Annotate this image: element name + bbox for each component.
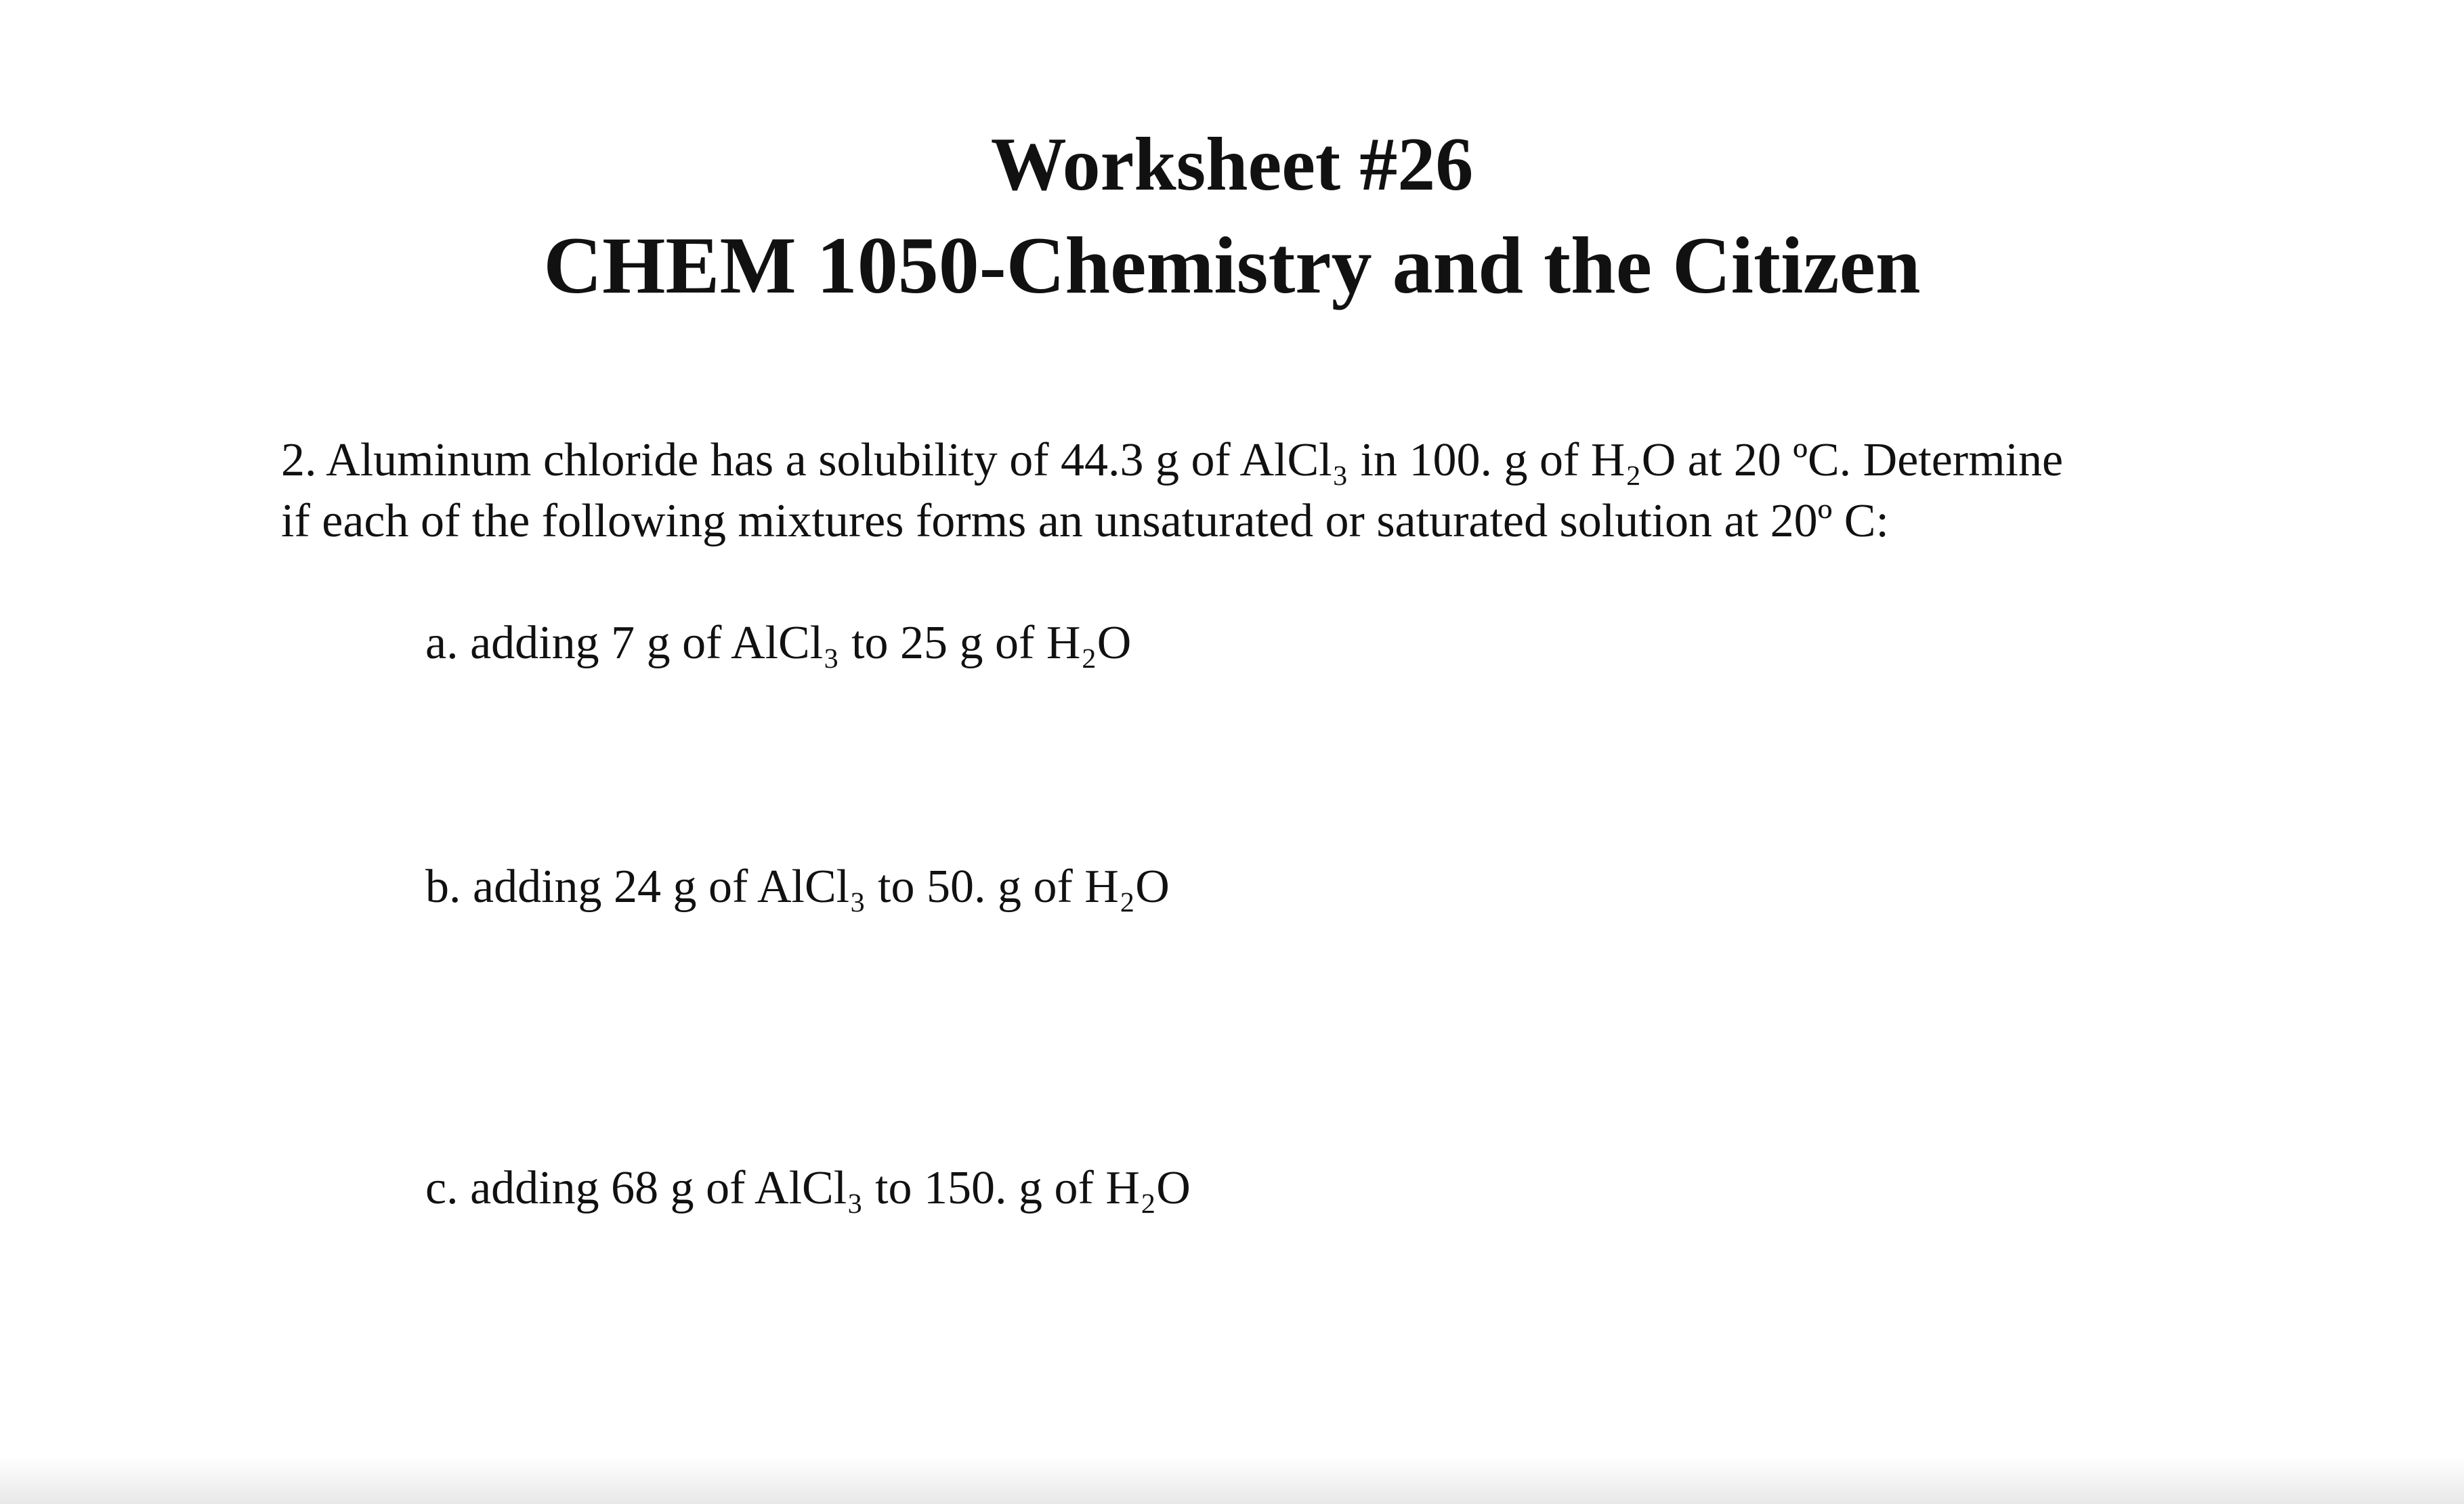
question-2 [281,430,2245,552]
item-b: b. adding 24 g of AlCl₃ to 50. g of H₂O [425,861,1170,913]
item-c: c. adding 68 g of AlCl₃ to 150. g of H₂O [425,1162,1191,1214]
question-line-2: if each of the following mixtures forms an unsaturated or saturated solution at 20º C: [281,495,1889,547]
bottom-shadow [0,1457,2464,1504]
item-a: a. adding 7 g of AlCl₃ to 25 g of H₂O [425,617,1132,669]
question-line-1: 2. Aluminum chloride has a solubility of 44.3 g of AlCl₃ in 100. g of H₂O at 20 ºC. Determine [281,434,2064,486]
worksheet-title: Worksheet #26 [990,123,1474,207]
course-title: CHEM 1050-Chemistry and the Citizen [543,220,1921,310]
